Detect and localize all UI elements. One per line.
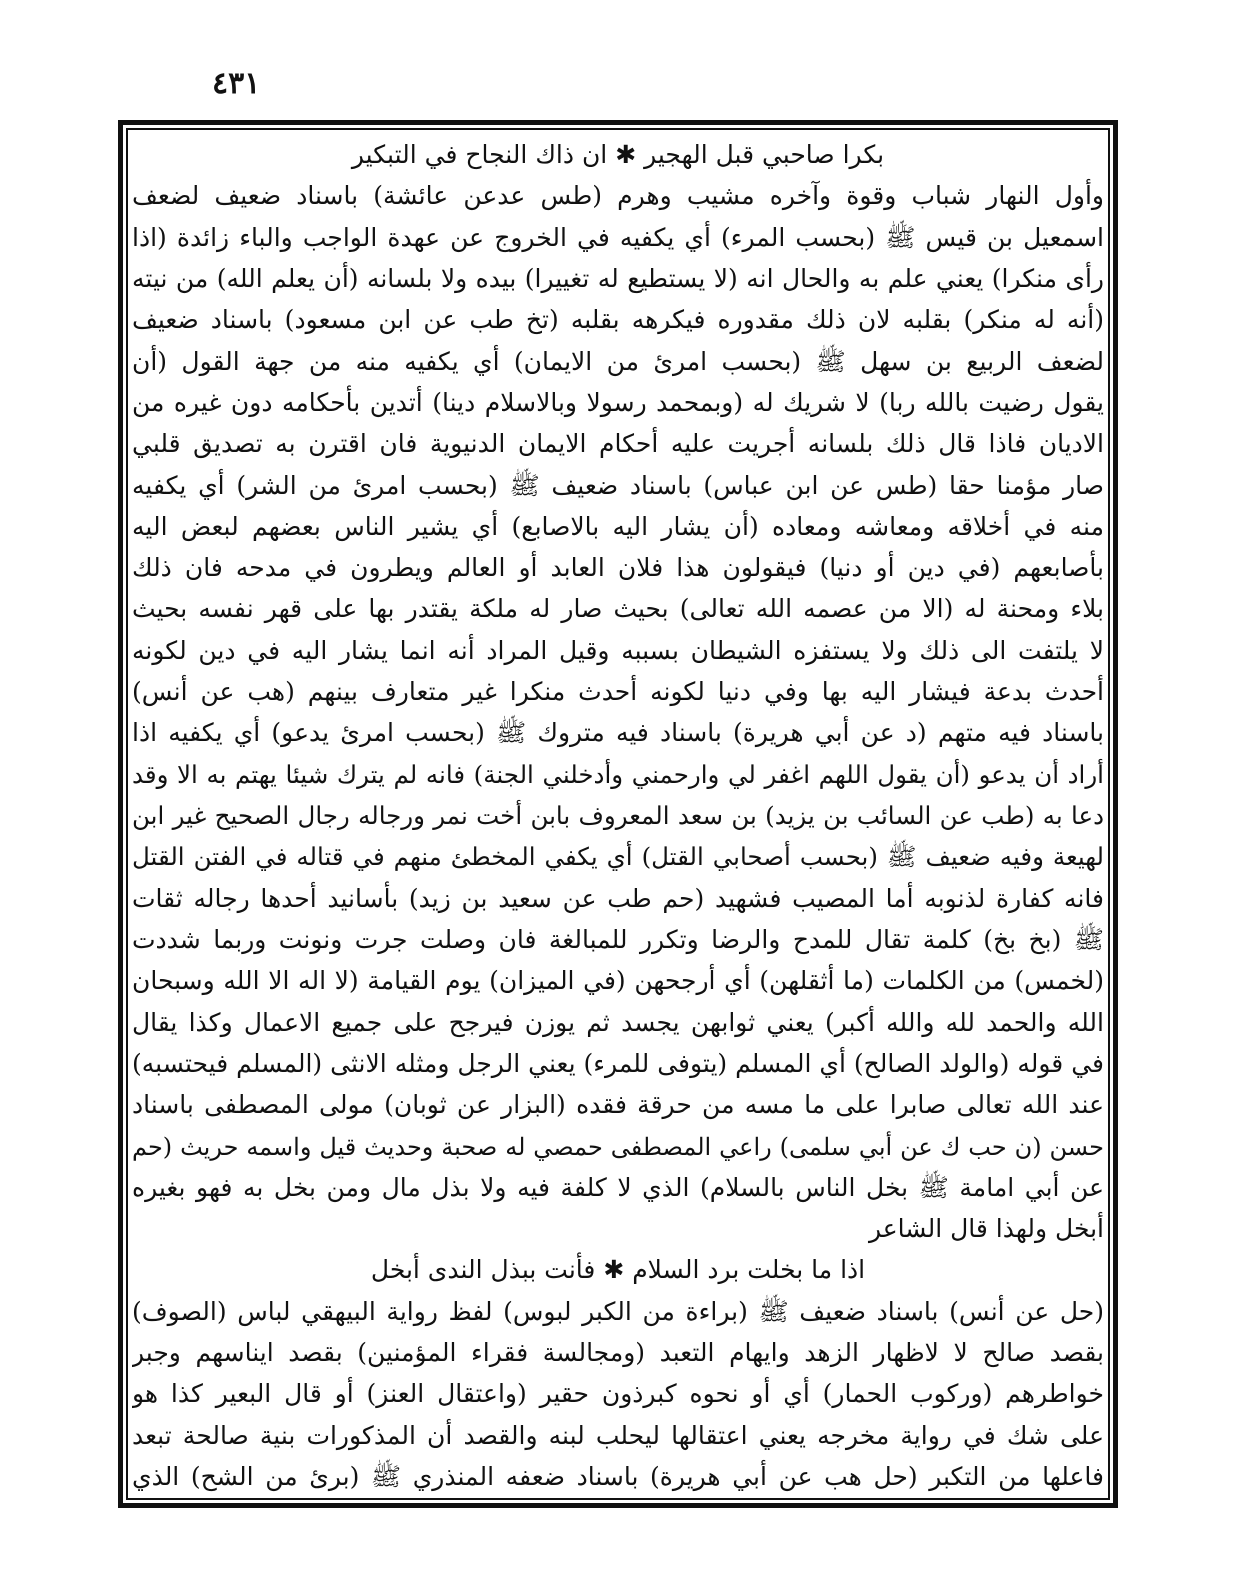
text-line: الله والحمد لله والله أكبر) يعني ثوابهن يجسد ثم يوزن فيرجح على جميع الاعمال وكذا يقال (132, 1007, 1104, 1037)
text-line: عند الله تعالى صابرا على ما مسه من حرقة فقده (البزار عن ثوبان) مولى المصطفى باسناد (132, 1090, 1104, 1120)
text-line: بلاء ومحنة له (الا من عصمه الله تعالى) بحيث صار له ملكة يقتدر بها على قهر نفسه بحيث (132, 594, 1104, 624)
text-line: صار مؤمنا حقا (طس عن ابن عباس) باسناد ضعيف ﷺ (بحسب امرئ من الشر) أي يكفيه (132, 470, 1104, 500)
text-line: بقصد صالح لا لاظهار الزهد وايهام التعبد (ومجالسة فقراء المؤمنين) بقصد ايناسهم وجبر (132, 1338, 1104, 1368)
text-line: الاديان فاذا قال ذلك بلسانه أجريت عليه أحكام الايمان الدنيوية فان اقترن به تصديق قلبي (132, 429, 1104, 459)
text-line: (حل عن أنس) باسناد ضعيف ﷺ (براءة من الكبر لبوس) لفظ رواية البيهقي لباس (الصوف) (132, 1296, 1104, 1326)
text-line: خواطرهم (وركوب الحمار) أي أو نحوه كبرذون حقير (واعتقال العنز) أو قال البعير كذا هو (132, 1379, 1104, 1409)
text-line: حسن (ن حب ك عن أبي سلمى) راعي المصطفى حمصي له صحبة وحديث قيل واسمه حريث (حم (132, 1132, 1104, 1161)
text-line: لهيعة وفيه ضعيف ﷺ (بحسب أصحابي القتل) أي يكفي المخطئ منهم في قتاله في الفتن القتل (132, 842, 1104, 872)
text-line: فاعلها من التكبر (حل هب عن أبي هريرة) باسناد ضعفه المنذري ﷺ (برئ من الشح) الذي (132, 1462, 1104, 1491)
text-line: لا يلتفت الى ذلك ولا يستفزه الشيطان بسببه وقيل المراد أنه انما يشار اليه في دين لكونه (132, 635, 1104, 665)
text-line: دعا به (طب عن السائب بن يزيد) بن سعد المعروف بابن أخت نمر ورجاله رجال الصحيح غير ابن (132, 801, 1104, 830)
text-line: (لخمس) من الكلمات (ما أثقلهن) أي أرجحهن (في الميزان) يوم القيامة (لا اله الا الله وسبحان (132, 966, 1104, 996)
text-line: بأصابعهم (في دين أو دنيا) فيقولون هذا فلان العابد أو العالم ويطرون في مدحه فان ذلك (132, 553, 1104, 583)
text-line: منه في أخلاقه ومعاشه ومعاده (أن يشار اليه بالاصابع) أي يشير الناس بعضهم لبعض اليه (132, 511, 1104, 541)
text-line: وأول النهار شباب وقوة وآخره مشيب وهرم (طس عدعن عائشة) باسناد ضعيف لضعف (132, 181, 1104, 211)
text-line: فانه كفارة لذنوبه أما المصيب فشهيد (حم طب عن سعيد بن زيد) بأسانيد أحدها رجاله ثقات (132, 883, 1104, 913)
text-line: رأى منكرا) يعني علم به والحال انه (لا يستطيع له تغييرا) بيده ولا بلسانه (أن يعلم الله) من نيته (132, 263, 1104, 293)
text-line: أراد أن يدعو (أن يقول اللهم اغفر لي وارحمني وأدخلني الجنة) فانه لم يترك شيئا يهتم به الا وقد (132, 759, 1104, 789)
text-line: (أنه له منكر) بقلبه لان ذلك مقدوره فيكرهه بقلبه (تخ طب عن ابن مسعود) باسناد ضعيف (132, 305, 1104, 335)
text-line: على شك في رواية مخرجه يعني اعتقالها ليحلب لبنه والقصد أن المذكورات بنية صالحة تبعد (132, 1420, 1104, 1450)
text-line: لضعف الربيع بن سهل ﷺ (بحسب امرئ من الايمان) أي يكفيه منه من جهة القول (أن (132, 346, 1104, 376)
text-line: أبخل ولهذا قال الشاعر (868, 1214, 1104, 1244)
text-line: أحدث بدعة فيشار اليه بها وفي دنيا لكونه أحدث منكرا غير متعارف بينهم (هب عن أنس) (132, 677, 1104, 707)
text-block (132, 136, 1104, 1496)
verse-line: اذا ما بخلت برد السلام ✱ فأنت ببذل الندى أبخل (370, 1255, 866, 1285)
text-line: ﷺ (بخ بخ) كلمة تقال للمدح والرضا وتكرر للمبالغة فان وصلت جرت ونونت وربما شددت (132, 924, 1104, 954)
text-line: يقول رضيت بالله ربا) لا شريك له (وبمحمد رسولا وبالاسلام دينا) أتدين بأحكامه دون غيره من (132, 387, 1104, 417)
verse-line: بكرا صاحبي قبل الهجير ✱ ان ذاك النجاح في التبكير (351, 140, 885, 169)
text-line: عن أبي امامة ﷺ بخل الناس بالسلام) الذي لا كلفة فيه ولا بذل مال ومن بخل به فهو بغيره (132, 1172, 1104, 1202)
text-line: باسناد فيه متهم (د عن أبي هريرة) باسناد فيه متروك ﷺ (بحسب امرئ يدعو) أي يكفيه اذا (132, 718, 1104, 748)
page-number: ٤٣١ (212, 66, 261, 101)
text-line: في قوله (والولد الصالح) أي المسلم (يتوفى للمرء) يعني الرجل ومثله الانثى (المسلم فيحتسبه) (132, 1048, 1104, 1078)
text-line: اسمعيل بن قيس ﷺ (بحسب المرء) أي يكفيه في الخروج عن عهدة الواجب والباء زائدة (اذا (132, 222, 1104, 252)
